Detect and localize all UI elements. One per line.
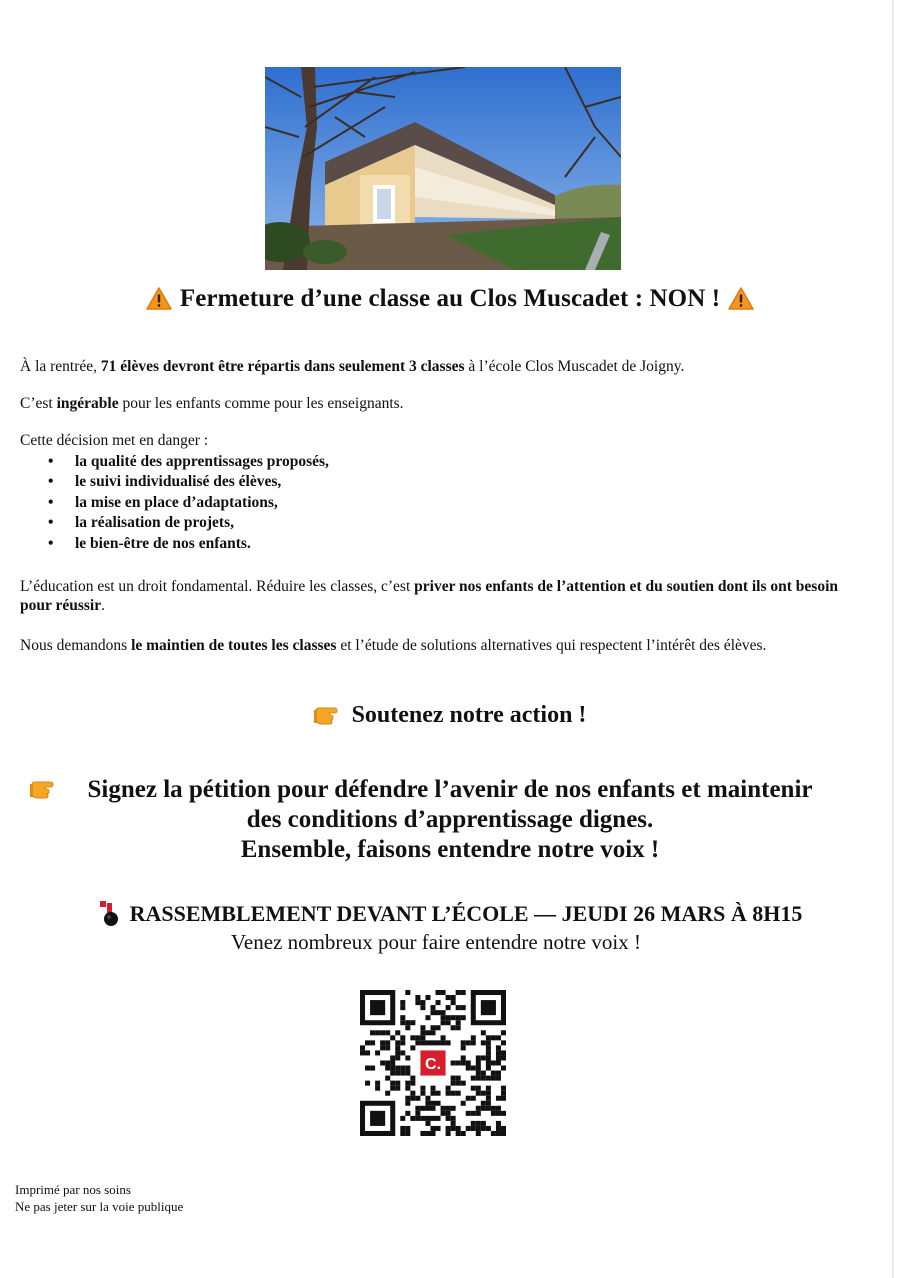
warning-icon bbox=[146, 287, 172, 317]
pointing-hand-icon bbox=[30, 777, 60, 809]
footer-line-2: Ne pas jeter sur la voie publique bbox=[15, 1199, 184, 1214]
qr-logo-label: C. bbox=[424, 1055, 442, 1074]
list-item: • le bien-être de nos enfants. bbox=[44, 534, 329, 554]
warning-icon bbox=[728, 287, 754, 317]
list-item: • la qualité des apprentissages proposés, bbox=[44, 452, 329, 472]
list-item: • le suivi individualisé des élèves, bbox=[44, 472, 329, 492]
footer-line-1: Imprimé par nos soins bbox=[15, 1182, 131, 1197]
intro-text-end: à l’école Clos Muscadet de Joigny. bbox=[464, 358, 685, 375]
list-item: • la réalisation de projets, bbox=[44, 513, 329, 533]
petition-qr-code[interactable] bbox=[358, 990, 508, 1136]
page-title bbox=[0, 285, 900, 317]
support-text: Soutenez notre action ! bbox=[351, 702, 587, 728]
unmanageable-paragraph bbox=[20, 394, 870, 413]
page-edge bbox=[892, 0, 894, 1278]
footer-note bbox=[15, 1181, 183, 1215]
round-pushpin-icon bbox=[98, 899, 122, 933]
education-text-end: . bbox=[101, 597, 105, 614]
petition-line-3: Ensemble, faisons entendre notre voix ! bbox=[240, 836, 660, 863]
unmanageable-text: C’est bbox=[20, 395, 57, 412]
danger-lead: Cette décision met en danger : bbox=[20, 432, 209, 449]
danger-list bbox=[44, 452, 329, 554]
intro-text: À la rentrée, bbox=[20, 358, 101, 375]
unmanageable-text-end: pour les enfants comme pour les enseignants. bbox=[118, 395, 404, 412]
title-text: Fermeture d’une classe au Clos Muscadet : NON ! bbox=[179, 285, 721, 312]
demand-paragraph bbox=[20, 636, 870, 655]
rally-text: RASSEMBLEMENT DEVANT L’ÉCOLE — JEUDI 26 MARS À 8H15 bbox=[129, 901, 803, 926]
intro-emphasis: 71 élèves devront être répartis dans seulement 3 classes bbox=[100, 358, 465, 375]
support-heading bbox=[0, 702, 900, 734]
pointing-hand-icon bbox=[314, 703, 344, 734]
intro-paragraph bbox=[20, 357, 870, 376]
unmanageable-emphasis: ingérable bbox=[56, 395, 119, 412]
school-building-photo bbox=[265, 67, 621, 270]
demand-text: Nous demandons bbox=[20, 637, 132, 654]
education-emphasis: priver nos enfants de l’attention et du soutien dont ils ont besoin pour réussir bbox=[20, 578, 838, 614]
petition-line-2: des conditions d’apprentissage dignes. bbox=[246, 806, 654, 833]
education-paragraph bbox=[20, 577, 870, 615]
rally-subtitle: Venez nombreux pour faire entendre notre voix ! bbox=[231, 930, 641, 954]
petition-line-1: Signez la pétition pour défendre l’avenir de nos enfants et maintenir bbox=[87, 776, 813, 803]
demand-text-end: et l’étude de solutions alternatives qui respectent l’intérêt des élèves. bbox=[336, 637, 767, 654]
list-item: • la mise en place d’adaptations, bbox=[44, 493, 329, 513]
petition-block bbox=[30, 775, 870, 865]
demand-emphasis: le maintien de toutes les classes bbox=[131, 637, 337, 654]
rally-heading bbox=[0, 899, 900, 933]
education-text: L’éducation est un droit fondamental. Réduire les classes, c’est bbox=[20, 578, 415, 595]
